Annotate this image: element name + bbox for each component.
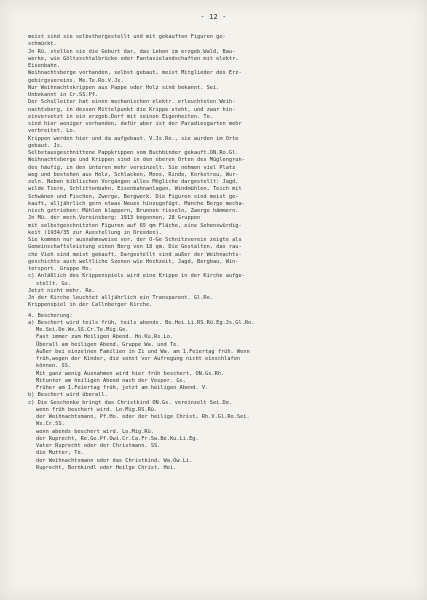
text-line: wilde Tiere, Schlittenbahn, Eisenbahnanlagen, Windmühlen, Teich mit: [28, 186, 242, 193]
text-line: des häufig, in den unteren mehr vereinzelt. Sie nehmen viel Platz: [28, 164, 236, 171]
text-line: verbreitet. Lo.: [28, 128, 76, 135]
text-line: a) Beschert wird teils früh, teils abends. Be.Hei.Li.RS.Rü.Eg.Js.Gl.Ro.: [28, 319, 255, 326]
text-line: nachtsberg, in dessen Mittelpunkt die Krippe steht, und zwar hin-: [28, 106, 236, 113]
text-line: meist sind sie selbsthergestellt und mit gekauften Figuren ge-: [28, 34, 226, 40]
text-line: Weihnachtsberge und Krippen sind in den oberen Orten des Müglengrun-: [28, 157, 245, 164]
text-line: wenn abends beschert wird. Lo.Mig.Rü.: [36, 428, 154, 435]
text-line: Me.Sei.De.Ws.SS.Cr.Te.Mig.Ge.: [36, 327, 129, 333]
text-line: Fast immer zum Heiligen Abend. Ho.Ku.Rs.Lo.: [36, 334, 174, 341]
text-line: Jn der Kirche leuchtet alljährlich ein Transparent. Gl.Ro.: [28, 295, 213, 301]
text-line: Weihnachtsberge vorhanden, selbst gebaut, meist Mitglieder des Erz-: [28, 70, 242, 77]
text-line: Selbstausgeschnittene Pappkrippen vom Buchbinder gekauft.ON.Ro.Gl.: [28, 150, 239, 156]
text-line: stellt. Gs.: [36, 280, 72, 287]
text-line: Krippenspiel in der Callnberger Kirche.: [28, 302, 153, 309]
text-line: sind hier weniger vorhanden, dafür aber ist der Paradiesgarten mehr: [28, 121, 242, 127]
text-line: der Weihnachtsmann oder das Christkind. Wa.Ow.Li.: [36, 457, 193, 464]
text-line: Krippen werden hier und da aufgebaut. V.Js.Re., sie wurden im Orte: [28, 135, 239, 142]
text-line: Mitunter am heiligen Abend nach der Vesper. Gs.: [36, 377, 186, 384]
text-line: der Ruprecht, Re.Ge.Pf.Owi.Cr.Ca.Fr.Sw.Be.Ku.Li.Eg.: [36, 435, 199, 442]
text-line: einversetzt in ein erzgeb.Dorf mit seinen Eigenheiten. Te.: [28, 113, 213, 120]
text-line: Vater Ruprecht oder der Christmann. SS.: [36, 443, 161, 449]
text-line: Nur Weihnachtskrippen aus Pappe oder Holz sind bekannt. Sei.: [28, 84, 220, 91]
text-line: Jn Rü. stellen sie die Geburt dar, das Leben im erzgeb.Wald, Bau-: [28, 48, 236, 55]
text-line: Der Schulleiter hat einen mechanischen elektr. erleuchteten Weih-: [28, 99, 236, 106]
text-line: gebirgsvereins. Me.Te.Ro.V.Js.: [28, 77, 124, 84]
text-line: zeln. Neben biblischen Vorgängen alles Mögliche dargestellt: Jagd,: [28, 179, 239, 185]
text-line: Unbekannt in Cr.SS.Pf.: [28, 92, 99, 98]
text-line: kauft, alljährlich gern etwas Neues hinzugefügt. Manche Berge mecha-: [28, 200, 245, 207]
text-line: werke, wie Göltzschtalbrücke oder Fantasielandschaften mit elektr.: [28, 55, 239, 62]
text-line: geschichte auch weltliche Szenen wie Hochzeit, Jagd, Bergbau, Win-: [28, 258, 239, 265]
text-line: c) Die Geschenke bringt das Christkind ON.Gs. vereinzelt Sei.De.: [28, 399, 233, 406]
text-line: Mit ganz wenig Ausnahmen wird hier früh beschert. ON.Gs.Rh.: [36, 370, 225, 377]
text-line: Gemeinschaftsleistung einen Berg von 18 qm. Die Gestalten, das rau-: [28, 244, 242, 251]
text-line: b) Beschert wird überall.: [28, 392, 108, 399]
text-line: che Vieh sind meist gekauft. Dargestellt sind außer der Weihnachts-: [28, 251, 242, 258]
text-line: Ws.Cr.SS.: [36, 421, 65, 428]
document-body: [28, 34, 420, 472]
text-line: Ruprecht, Bornkindl oder Heilge Christ. Hei.: [36, 464, 177, 471]
text-line: die Mutter, Te.: [36, 450, 84, 457]
text-line: wenn früh beschert wird. Lo.Mig.RS.Rü.: [36, 406, 158, 413]
text-line: weg und bestehen aus Holz, Schlacken, Moos, Rinde, Korkstreu, Wur-: [28, 171, 239, 178]
text-line: Jetzt nicht mehr. Re.: [28, 287, 95, 294]
text-line: Sie kommen nur ausnahmsweise vor, der O-Ge Schnitzverein zeigte als: [28, 237, 242, 243]
text-line: Überall am heiligen Abend. Gruppe Wa. und Te.: [36, 341, 180, 348]
text-line: Jn Mü. der mech.Vereinsberg: 1913 begonnen, 28 Gruppen: [28, 215, 201, 222]
text-line: keit (1934/35 zur Ausstellung in Dresden).: [28, 229, 162, 236]
text-line: Eisenbahn.: [28, 63, 60, 69]
text-line: Außer bei einzelnen Familien in Zi und Wa. am 1.Feiertag früh. Wenn: [36, 348, 250, 355]
text-line: können. SS.: [36, 363, 72, 370]
text-line: tersport. Gruppe Ho.: [28, 266, 92, 272]
text-line: nisch getrieben: Mühlen klappern, Brunnen rieseln, Zwerge hämmern.: [28, 208, 239, 214]
text-line: gebaut. Js.: [28, 142, 64, 149]
page-number: - 12 -: [200, 13, 227, 21]
text-line: Schwänen und Fischen, Zwerge, Bergwerk. Die Figuren sind meist ge-: [28, 193, 239, 200]
text-line: mit selbstgeschnitzten Figuren auf 65 qm Fläche, eine Sehenswürdig-: [28, 222, 242, 229]
text-line: Früher am 1.Feiertag früh, jetzt am heiligen Abend. V.: [36, 385, 209, 391]
text-line: c) Anläßlich des Krippenspiels wird eine Krippe in der Kirche aufge-: [28, 273, 245, 280]
text-line: früh,wegen der Kinder, die sonst vor Aufregung nicht einschlafen: [36, 356, 241, 362]
text-line: der Weihnachtsmann, Pf.Ho. oder der heilige Christ, Rh.V.Gl.Ro.Sei.: [36, 414, 250, 420]
text-line: 4. Bescherung:: [28, 312, 73, 319]
text-line: schmückt.: [28, 41, 57, 48]
